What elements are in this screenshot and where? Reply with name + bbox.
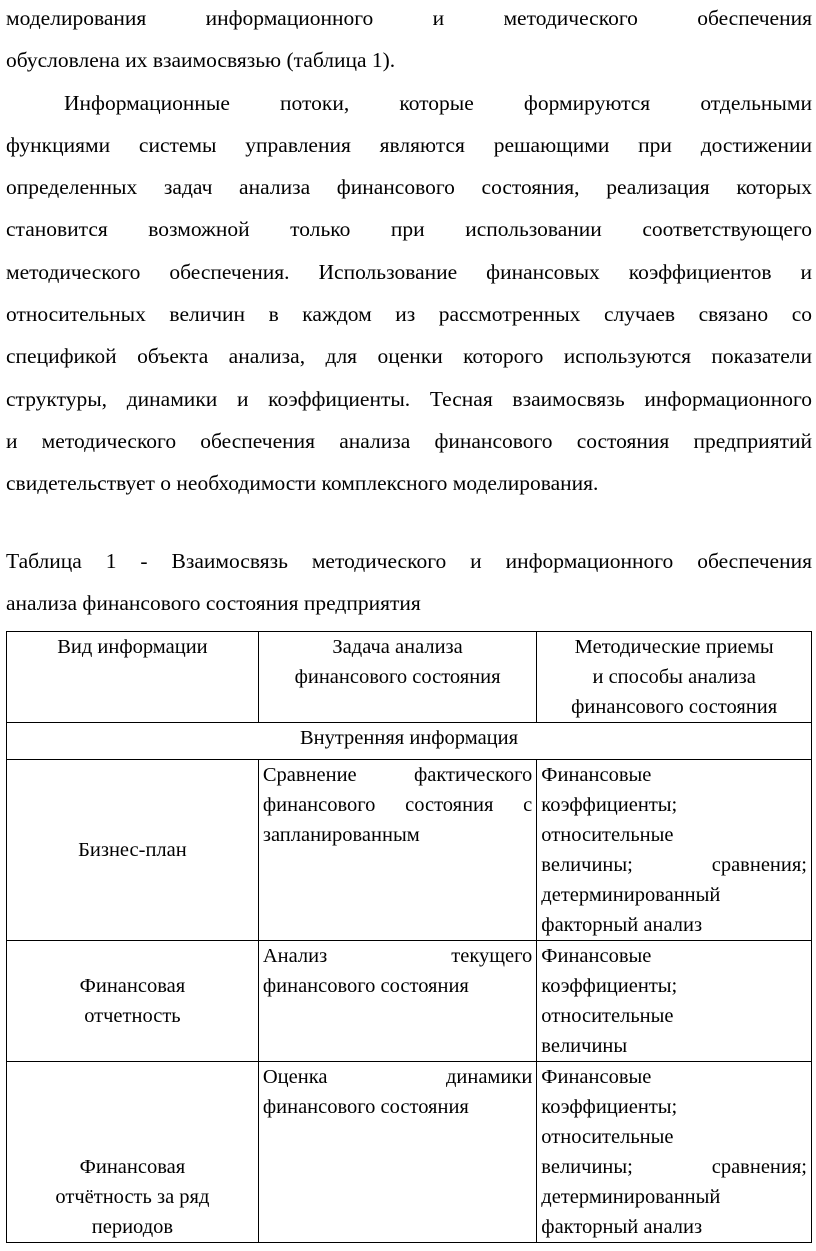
- text-line: спецификой объекта анализа, для оценки которого используются показатели: [6, 344, 812, 369]
- task-cell: [258, 760, 536, 941]
- cell-text: коэффициенты;: [541, 975, 678, 997]
- cell-text: относительные: [541, 1126, 674, 1148]
- section-cell: [7, 723, 812, 760]
- data-table: [6, 631, 812, 1243]
- cell-text: финансового состояния: [262, 975, 469, 997]
- cell-text: Сравнение фактического: [262, 764, 533, 786]
- cell-text: Оценка динамики: [262, 1066, 533, 1088]
- table-caption: [6, 540, 812, 625]
- header-text: Методические приемы: [574, 636, 774, 658]
- header-cell: [7, 632, 259, 723]
- section-label: Внутренняя информация: [299, 727, 519, 749]
- cell-text: Бизнес-план: [78, 839, 187, 861]
- header-text: и способы анализа: [592, 666, 756, 688]
- cell-text: отчетность: [84, 1005, 181, 1027]
- cell-text: запланированным: [262, 824, 420, 846]
- cell-text: Финансовые: [541, 764, 652, 786]
- cell-text: Финансовая: [79, 975, 186, 997]
- cell-text: величины; сравнения;: [541, 1156, 807, 1178]
- paragraph-continuation: [6, 0, 812, 82]
- cell-text: Финансовая: [79, 1156, 186, 1178]
- cell-text: величины; сравнения;: [541, 854, 807, 876]
- text-line: свидетельствует о необходимости комплексного моделирования.: [6, 471, 599, 496]
- cell-text: величины: [541, 1035, 628, 1057]
- text-line: функциями системы управления являются решающими при достижении: [6, 132, 812, 157]
- type-cell: [7, 941, 259, 1062]
- methods-cell: [537, 941, 812, 1062]
- methods-cell: [537, 760, 812, 941]
- header-text: Задача анализа: [332, 636, 463, 658]
- task-cell: [258, 941, 536, 1062]
- cell-text: периодов: [91, 1216, 174, 1238]
- text-line: становится возможной только при использовании соответствующего: [6, 217, 812, 242]
- table-row: [7, 941, 812, 1062]
- cell-text: коэффициенты;: [541, 1096, 678, 1118]
- header-text: финансового состояния: [294, 666, 501, 688]
- task-cell: [258, 1062, 536, 1243]
- table-header-row: [7, 632, 812, 723]
- table-row: [7, 1062, 812, 1243]
- cell-text: коэффициенты;: [541, 794, 678, 816]
- cell-text: факторный анализ: [541, 914, 703, 936]
- methods-cell: [537, 1062, 812, 1243]
- text-line: и методического обеспечения анализа финансового состояния предприятий: [6, 428, 812, 453]
- cell-text: детерминированный: [541, 884, 721, 906]
- cell-text: относительные: [541, 1005, 674, 1027]
- cell-text: Анализ текущего: [262, 945, 533, 967]
- type-cell: [7, 760, 259, 941]
- text-line: относительных величин в каждом из рассмотренных случаев связано со: [6, 302, 812, 327]
- header-cell: [258, 632, 536, 723]
- header-text: Вид информации: [57, 636, 208, 658]
- cell-text: факторный анализ: [541, 1216, 703, 1238]
- table-row: [7, 760, 812, 941]
- cell-text: относительные: [541, 824, 674, 846]
- cell-text: Финансовые: [541, 1066, 652, 1088]
- text-line: Информационные потоки, которые формируются отдельными: [64, 90, 812, 115]
- paragraph-main: [6, 82, 812, 505]
- text-line: определенных задач анализа финансового состояния, реализация которых: [6, 175, 812, 200]
- table-section-row: [7, 723, 812, 760]
- header-text: финансового состояния: [571, 696, 778, 718]
- cell-text: финансового состояния: [262, 1096, 469, 1118]
- header-cell: [537, 632, 812, 723]
- text-line: моделирования информационного и методического обеспечения: [6, 6, 812, 30]
- text-line: обусловлена их взаимосвязью (таблица 1).: [6, 48, 396, 73]
- type-cell: [7, 1062, 259, 1243]
- text-line: анализа финансового состояния предприятия: [6, 591, 421, 616]
- cell-text: финансового состояния с: [262, 794, 533, 816]
- cell-text: отчётность за ряд: [55, 1186, 210, 1208]
- cell-text: детерминированный: [541, 1186, 721, 1208]
- text-line: методического обеспечения. Использование финансовых коэффициентов и: [6, 259, 812, 284]
- cell-text: Финансовые: [541, 945, 652, 967]
- text-line: Таблица 1 - Взаимосвязь методического и информационного обеспечения: [6, 549, 812, 573]
- text-line: структуры, динамики и коэффициенты. Тесная взаимосвязь информационного: [6, 386, 812, 411]
